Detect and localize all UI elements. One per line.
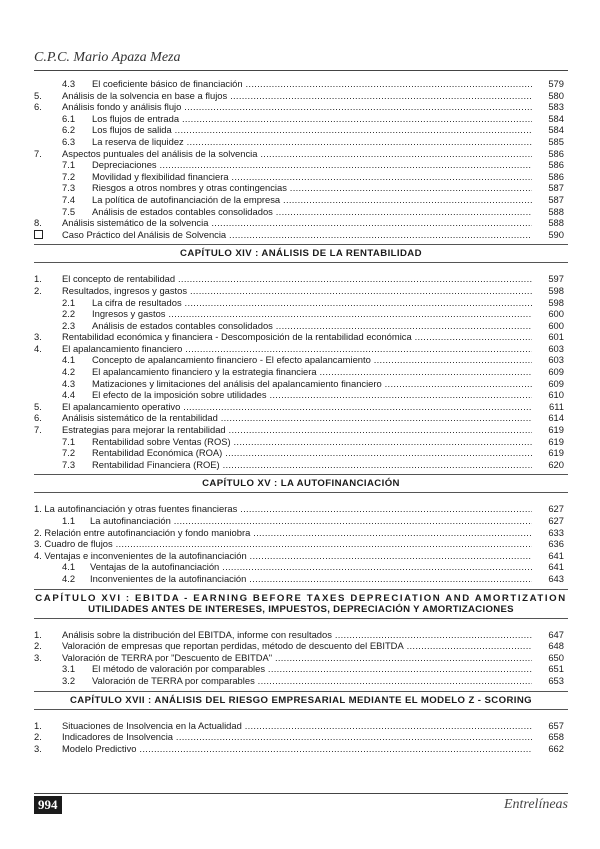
toc-entry-page: 601 [548, 331, 564, 343]
toc-entry [34, 561, 568, 573]
toc-entry [34, 182, 568, 194]
toc-entry-title: Los flujos de entrada ..... [92, 113, 532, 125]
toc-entry-page: 597 [548, 273, 564, 285]
toc-entry-page: 586 [548, 147, 564, 159]
toc-entry-page: 587 [548, 193, 564, 205]
toc-entry [34, 731, 568, 743]
toc-entry-number: 7. [34, 424, 42, 436]
toc-entry-page: 590 [548, 228, 564, 240]
toc-entry-title: La reserva de liquidez ..... [92, 136, 532, 148]
toc-entry-page: 610 [548, 389, 564, 401]
toc-entry-number: 7.4 [62, 193, 76, 205]
chapter-heading [34, 691, 568, 710]
toc-entry-number: 4.2 [62, 572, 76, 584]
toc-entry-number: 2. [34, 640, 42, 652]
toc-entry-title: Análisis fondo y análisis flujo ..... [62, 101, 532, 113]
toc-entry [34, 229, 568, 241]
toc-entry-page: 627 [548, 515, 564, 526]
toc-entry-page: 579 [548, 78, 564, 89]
toc-entry [34, 538, 568, 550]
toc-entry-page: 619 [548, 447, 564, 459]
toc-entry-title: 1. La autofinanciación y otras fuentes financieras ..... [34, 503, 532, 515]
toc-entry-page: 620 [548, 458, 564, 470]
toc-entry-number: 1. [34, 273, 42, 285]
toc-entry-title: El apalancamiento financiero ..... [62, 343, 532, 355]
toc-entry-title: La cifra de resultados ..... [92, 297, 532, 309]
chapter-subtitle: UTILIDADES ANTES DE INTERESES, IMPUESTOS, DEPRECIACIÓN Y AMORTIZACIONES [88, 603, 514, 615]
toc-entry-number: 4.3 [62, 78, 76, 89]
toc-entry-number: 2.3 [62, 319, 76, 331]
toc-entry [34, 366, 568, 378]
toc-entry-page: 648 [548, 640, 564, 652]
toc-entry [34, 148, 568, 160]
toc-entry-page: 600 [548, 308, 564, 320]
toc-entry-title: El apalancamiento operativo ..... [62, 401, 532, 413]
toc-entry-page: 647 [548, 628, 564, 640]
toc-entry-page: 584 [548, 112, 564, 124]
toc-entry-title: Modelo Predictivo ..... [62, 743, 532, 755]
toc-entry-number: 1.1 [62, 515, 76, 526]
toc-entry [34, 412, 568, 424]
toc-entry-number: 5. [34, 89, 42, 101]
toc-entry [34, 675, 568, 687]
toc-entry-page: 641 [548, 549, 564, 561]
square-bullet-icon [34, 230, 43, 239]
toc-entry-title: El apalancamiento financiero y la estrategia financiera ..... [92, 366, 532, 378]
toc-entry-title: Rentabilidad económica y financiera - Descomposición de la rentabilidad económica ..... [62, 331, 532, 343]
toc-entry-title: Situaciones de Insolvencia en la Actualidad ..... [62, 720, 532, 732]
toc-entry [34, 629, 568, 641]
toc-entry-page: 611 [549, 400, 564, 412]
toc-entry-title: Concepto de apalancamiento financiero - El efecto apalancamiento ..... [92, 354, 532, 366]
toc-entry-number: 7.1 [62, 159, 76, 171]
publisher-brand: Entrelíneas [503, 797, 568, 812]
toc-entry-page: 633 [548, 526, 564, 538]
toc-entry [34, 320, 568, 332]
toc-entry-page: 619 [548, 424, 564, 436]
toc-entry-page: 657 [548, 719, 564, 731]
toc-entry [34, 640, 568, 652]
toc-entry-page: 586 [548, 159, 564, 171]
toc-entry-number: 3. [34, 651, 42, 663]
toc-entry-number: 7.3 [62, 458, 76, 470]
toc-entry-title: Movilidad y flexibilidad financiera ..... [92, 171, 532, 183]
toc-entry-number: 7. [34, 147, 42, 159]
toc-entry-title: Valoración de TERRA por comparables ..... [92, 675, 532, 687]
toc-entry-page: 586 [548, 170, 564, 182]
toc-entry-number: 1. [34, 719, 42, 731]
running-header-author: C.P.C. Mario Apaza Meza [34, 50, 181, 65]
toc-entry-page: 584 [548, 124, 564, 136]
toc-entry [34, 136, 568, 148]
toc-entry-number: 1. [34, 628, 42, 640]
toc-entry-title: El método de valoración por comparables ..... [92, 663, 532, 675]
toc-entry-title: Resultados, ingresos y gastos ..... [62, 285, 532, 297]
toc-entry-page: 662 [548, 742, 564, 754]
toc-entry [34, 515, 568, 527]
chapter-title: CAPÍTULO XVII : ANÁLISIS DEL RIESGO EMPRESARIAL MEDIANTE EL MODELO Z - SCORING [69, 694, 533, 706]
toc-entry [34, 297, 568, 309]
toc-entry-title: Caso Práctico del Análisis de Solvencia ..... [62, 229, 532, 241]
toc-entry-title: Riesgos a otros nombres y otras contingencias ..... [92, 182, 532, 194]
toc-entry-title: Rentabilidad sobre Ventas (ROS) ..... [92, 436, 532, 448]
toc-entry-page: 658 [548, 731, 564, 743]
toc-entry-number: 3. [34, 742, 42, 754]
toc-entry-page: 588 [548, 217, 564, 229]
toc-entry [34, 101, 568, 113]
toc-entry-number: 6.3 [62, 135, 76, 147]
toc-entry-page: 653 [548, 674, 564, 686]
toc-entry-page: 650 [548, 651, 564, 663]
toc-entry [34, 90, 568, 102]
toc-entry-title: Rentabilidad Financiera (ROE) ..... [92, 459, 532, 471]
toc-entry-number: 7.5 [62, 205, 76, 217]
toc-entry-number: 7.1 [62, 435, 76, 447]
toc-entry-number: 7.3 [62, 182, 76, 194]
chapter-title: CAPÍTULO XVI : EBITDA - EARNING BEFORE TAXES DEPRECIATION AND AMORTIZATION [35, 592, 567, 604]
toc-entry [34, 171, 568, 183]
toc-entry-page: 580 [548, 89, 564, 101]
toc-entry-number: 4. [34, 342, 42, 354]
toc-entry-number: 6. [34, 101, 42, 113]
checkbox-square-icon [34, 229, 43, 241]
toc-entry [34, 401, 568, 413]
toc-entry-number: 4.4 [62, 389, 76, 401]
toc-entry-page: 643 [548, 572, 564, 584]
toc-entry [34, 424, 568, 436]
toc-entry [34, 273, 568, 285]
toc-entry-title: Análisis de estados contables consolidados ..... [92, 320, 532, 332]
toc-entry [34, 743, 568, 755]
toc-entry [34, 459, 568, 471]
toc-entry-number: 7.2 [62, 170, 76, 182]
toc-entry [34, 113, 568, 125]
toc-entry-title: Matizaciones y limitaciones del análisis del apalancamiento financiero ..... [92, 378, 532, 390]
toc-entry-page: 598 [548, 296, 564, 308]
toc-entry-number: 2.2 [62, 308, 76, 320]
toc-entry-page: 587 [548, 182, 564, 194]
table-of-contents [34, 78, 568, 754]
toc-entry [34, 527, 568, 539]
toc-entry-title: Ingresos y gastos ..... [92, 308, 532, 320]
toc-entry-title: 3. Cuadro de flujos ..... [34, 538, 532, 550]
toc-entry-title: Indicadores de Insolvencia ..... [62, 731, 532, 743]
toc-entry-title: 4. Ventajas e inconvenientes de la autofinanciación ..... [34, 550, 532, 562]
toc-entry [34, 331, 568, 343]
toc-entry-title: Aspectos puntuales del análisis de la solvencia ..... [62, 148, 532, 160]
toc-entry-title: La política de autofinanciación de la empresa ..... [92, 194, 532, 206]
toc-entry [34, 550, 568, 562]
toc-entry-title: Análisis sistemático de la rentabilidad ..... [62, 412, 532, 424]
toc-entry-title: Depreciaciones ..... [92, 159, 532, 171]
toc-entry-title: Rentabilidad Económica (ROA) ..... [92, 447, 532, 459]
toc-entry [34, 503, 568, 515]
toc-entry-title: La autofinanciación ..... [90, 515, 532, 527]
toc-entry [34, 652, 568, 664]
toc-entry-page: 609 [548, 366, 564, 378]
toc-entry-title: Análisis de estados contables consolidados ..... [92, 206, 532, 218]
toc-entry-number: 6.1 [62, 112, 76, 124]
toc-entry-page: 583 [548, 101, 564, 113]
toc-entry-page: 614 [548, 412, 564, 424]
toc-entry [34, 389, 568, 401]
toc-entry-title: Valoración de TERRA por "Descuento de EBITDA" ..... [62, 652, 532, 664]
toc-entry [34, 343, 568, 355]
toc-entry-number: 5. [34, 400, 42, 412]
toc-entry-number: 7.2 [62, 447, 76, 459]
toc-entry [34, 124, 568, 136]
toc-entry-number: 2. [34, 731, 42, 743]
toc-entry-page: 636 [548, 538, 564, 550]
toc-entry [34, 308, 568, 320]
toc-entry [34, 573, 568, 585]
toc-entry-page: 603 [548, 342, 564, 354]
toc-entry [34, 354, 568, 366]
toc-entry [34, 447, 568, 459]
toc-entry [34, 663, 568, 675]
toc-entry-title: El efecto de la imposición sobre utilidades ..... [92, 389, 532, 401]
toc-entry-number: 8. [34, 217, 42, 229]
toc-entry-page: 585 [548, 135, 564, 147]
toc-entry-number: 4.2 [62, 366, 76, 378]
chapter-heading [34, 474, 568, 493]
toc-entry-page: 598 [548, 284, 564, 296]
toc-entry [34, 78, 568, 90]
toc-entry-number: 4.1 [62, 354, 76, 366]
toc-entry-page: 651 [548, 663, 564, 675]
toc-entry-title: 2. Relación entre autofinanciación y fondo maniobra ..... [34, 527, 532, 539]
toc-entry-title: El concepto de rentabilidad ..... [62, 273, 532, 285]
chapter-heading [34, 589, 568, 619]
chapter-title: CAPÍTULO XV : LA AUTOFINANCIACIÓN [202, 478, 400, 490]
toc-entry-page: 603 [548, 354, 564, 366]
toc-entry-title: Análisis sobre la distribución del EBITDA, informe con resultados ..... [62, 629, 532, 641]
toc-entry [34, 217, 568, 229]
toc-entry [34, 159, 568, 171]
toc-entry-number: 4.1 [62, 561, 76, 573]
toc-entry-title: Análisis sistemático de la solvencia ..... [62, 217, 532, 229]
toc-entry-page: 641 [548, 561, 564, 573]
toc-entry-page: 609 [548, 377, 564, 389]
toc-entry [34, 194, 568, 206]
toc-entry-number: 4.3 [62, 377, 76, 389]
chapter-title: CAPÍTULO XIV : ANÁLISIS DE LA RENTABILIDAD [180, 248, 422, 260]
toc-entry-page: 588 [548, 205, 564, 217]
toc-entry-title: Los flujos de salida ..... [92, 124, 532, 136]
toc-entry [34, 285, 568, 297]
chapter-heading [34, 244, 568, 263]
toc-entry [34, 436, 568, 448]
header-divider [34, 70, 568, 71]
toc-entry-number: 6. [34, 412, 42, 424]
toc-entry-title: Análisis de la solvencia en base a flujos ..... [62, 90, 532, 102]
toc-entry-title: Valoración de empresas que reportan perdidas, método de descuento del EBITDA ..... [62, 640, 532, 652]
toc-entry [34, 206, 568, 218]
toc-entry [34, 720, 568, 732]
toc-entry-title: Inconvenientes de la autofinanciación ..... [90, 573, 532, 585]
toc-entry-number: 2.1 [62, 296, 76, 308]
page-number: 994 [34, 796, 62, 814]
toc-entry-title: El coeficiente básico de financiación ..... [92, 78, 532, 90]
footer-divider [34, 793, 568, 794]
toc-entry [34, 378, 568, 390]
toc-entry-title: Ventajas de la autofinanciación ..... [90, 561, 532, 573]
toc-entry-page: 619 [548, 435, 564, 447]
toc-entry-number: 3.2 [62, 674, 76, 686]
toc-entry-number: 6.2 [62, 124, 76, 136]
toc-entry-number: 2. [34, 284, 42, 296]
toc-entry-page: 627 [548, 503, 564, 515]
toc-entry-title: Estrategias para mejorar la rentabilidad ..... [62, 424, 532, 436]
toc-entry-number: 3. [34, 331, 42, 343]
toc-entry-page: 600 [548, 319, 564, 331]
toc-entry-number: 3.1 [62, 663, 76, 675]
